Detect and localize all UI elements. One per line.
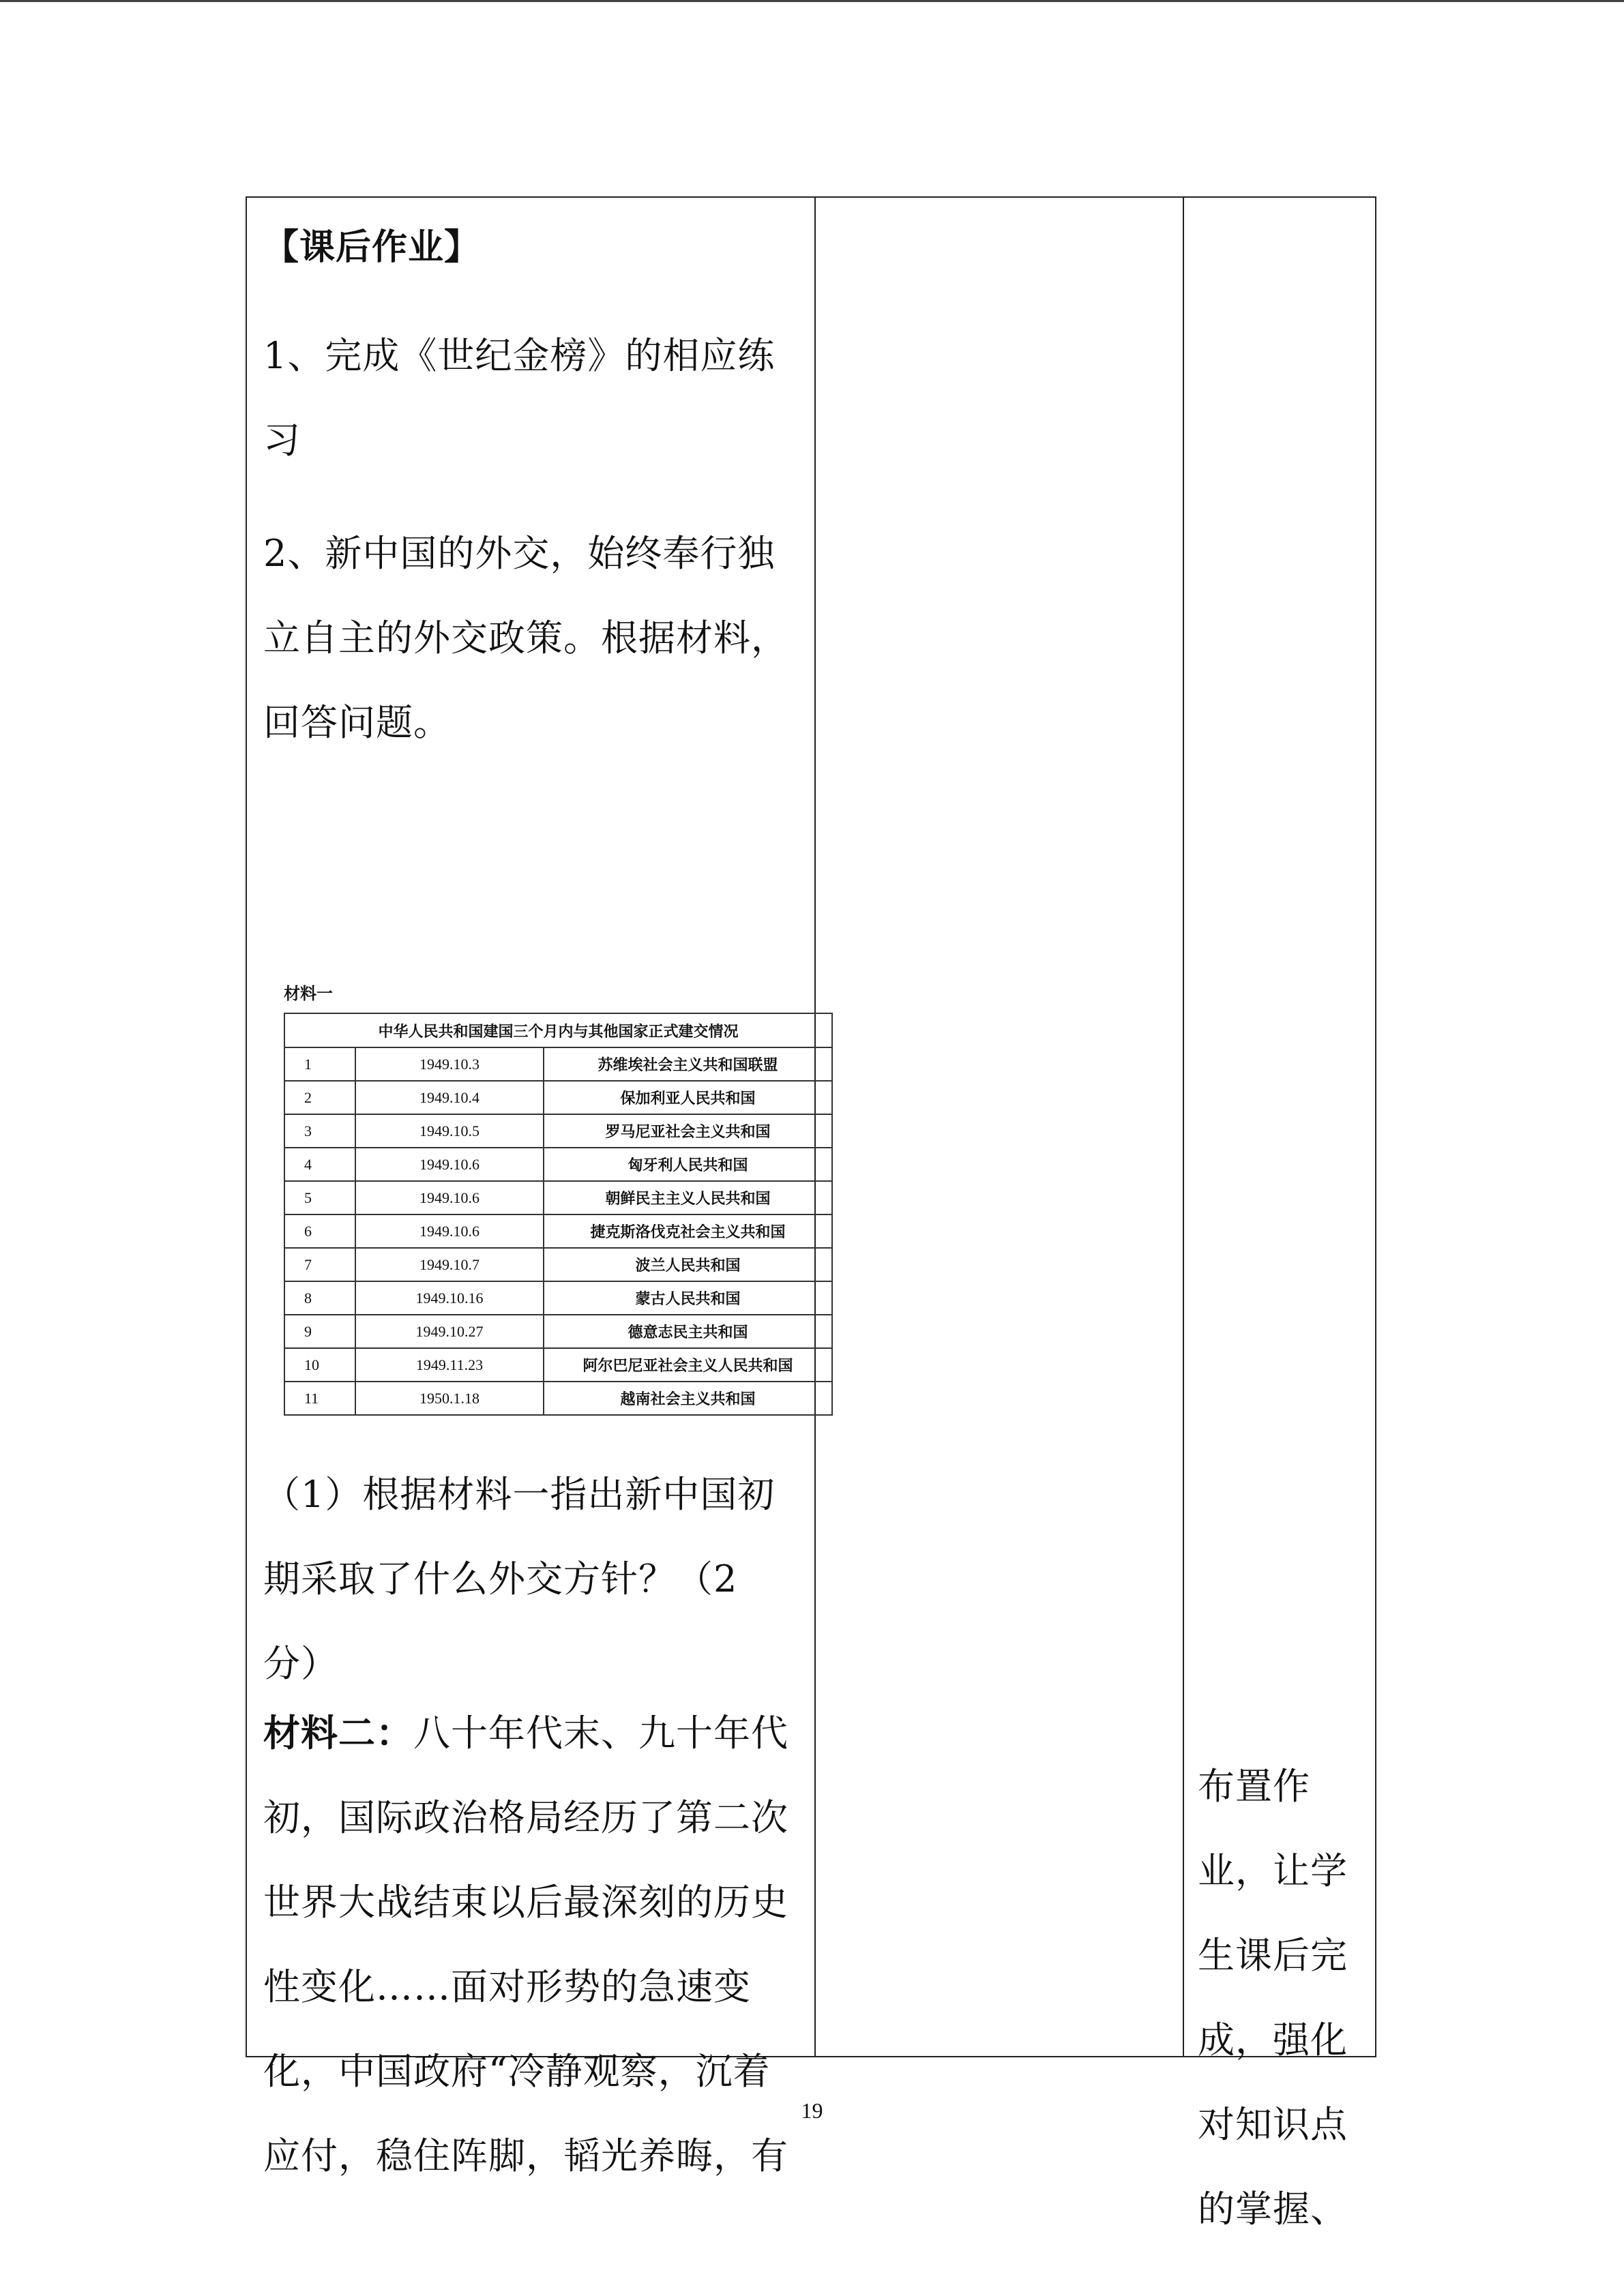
text-line: 布置作 bbox=[1198, 1765, 1310, 1808]
text-line bbox=[263, 1691, 802, 1776]
text-line: 对知识点 bbox=[1198, 2103, 1348, 2146]
text-line: 生课后完 bbox=[1198, 1934, 1348, 1977]
text-line: 1、完成《世纪金榜》的相应练 bbox=[263, 334, 776, 377]
row-number: 4 bbox=[284, 1148, 355, 1181]
row-number: 6 bbox=[284, 1214, 355, 1248]
page-number: 19 bbox=[801, 2098, 823, 2123]
diplomatic-relations-table bbox=[284, 1013, 833, 1416]
row-date: 1949.10.7 bbox=[355, 1248, 544, 1281]
row-number: 8 bbox=[284, 1281, 355, 1315]
row-number: 10 bbox=[284, 1348, 355, 1382]
row-date: 1949.10.3 bbox=[355, 1047, 544, 1081]
table-row bbox=[284, 1348, 832, 1382]
text-line: 化，中国政府“冷静观察，沉着 bbox=[263, 2050, 771, 2093]
page-top-border bbox=[0, 0, 1624, 2]
text-line: 的掌握、 bbox=[1198, 2188, 1348, 2231]
table-row bbox=[284, 1114, 832, 1148]
table-row bbox=[284, 1148, 832, 1181]
text-line: 世界大战结束以后最深刻的历史 bbox=[263, 1881, 788, 1924]
row-date: 1949.10.5 bbox=[355, 1114, 544, 1148]
row-country: 波兰人民共和国 bbox=[544, 1248, 832, 1281]
column-divider-2 bbox=[1183, 198, 1184, 2056]
table-row bbox=[284, 1047, 832, 1081]
homework-item-2 bbox=[263, 511, 802, 765]
table-row bbox=[284, 1181, 832, 1214]
row-number: 1 bbox=[284, 1047, 355, 1081]
row-date: 1949.10.16 bbox=[355, 1281, 544, 1315]
row-number: 2 bbox=[284, 1081, 355, 1114]
row-number: 9 bbox=[284, 1315, 355, 1348]
text-line: 成，强化 bbox=[1198, 2018, 1348, 2061]
table-row bbox=[284, 1315, 832, 1348]
row-date: 1949.10.6 bbox=[355, 1214, 544, 1248]
row-country: 阿尔巴尼亚社会主义人民共和国 bbox=[544, 1348, 832, 1382]
text-line: 分） bbox=[263, 1642, 338, 1685]
row-number: 7 bbox=[284, 1248, 355, 1281]
table-row bbox=[284, 1281, 832, 1315]
homework-item-1 bbox=[263, 314, 802, 483]
table-row bbox=[284, 1248, 832, 1281]
row-country: 蒙古人民共和国 bbox=[544, 1281, 832, 1315]
lesson-table bbox=[246, 196, 1376, 2231]
row-country: 越南社会主义共和国 bbox=[544, 1382, 832, 1415]
row-date: 1949.10.27 bbox=[355, 1315, 544, 1348]
row-date: 1950.1.18 bbox=[355, 1382, 544, 1415]
homework-heading: 【课后作业】 bbox=[263, 227, 481, 268]
row-number: 3 bbox=[284, 1114, 355, 1148]
material-1-label: 材料一 bbox=[284, 984, 333, 1003]
row-date: 1949.11.23 bbox=[355, 1348, 544, 1382]
row-number: 5 bbox=[284, 1181, 355, 1214]
row-country: 匈牙利人民共和国 bbox=[544, 1148, 832, 1181]
row-date: 1949.10.4 bbox=[355, 1081, 544, 1114]
question-1 bbox=[263, 1452, 802, 1706]
text-line: 业，让学 bbox=[1198, 1849, 1348, 1892]
row-country: 朝鲜民主主义人民共和国 bbox=[544, 1181, 832, 1214]
text-line: 回答问题。 bbox=[263, 701, 451, 744]
text-line: 初，国际政治格局经历了第二次 bbox=[263, 1796, 788, 1839]
table-row bbox=[284, 1214, 832, 1248]
material-2-text: 八十年代末、九十年代 bbox=[413, 1712, 788, 1755]
row-date: 1949.10.6 bbox=[355, 1181, 544, 1214]
text-line: 2、新中国的外交，始终奉行独 bbox=[263, 532, 776, 575]
text-line: 立自主的外交政策。根据材料， bbox=[263, 616, 788, 659]
text-line: 期采取了什么外交方针？（2 bbox=[263, 1557, 738, 1600]
row-date: 1949.10.6 bbox=[355, 1148, 544, 1181]
table-row bbox=[284, 1081, 832, 1114]
row-country: 德意志民主共和国 bbox=[544, 1315, 832, 1348]
teaching-intent bbox=[1198, 1744, 1368, 2252]
row-country: 保加利亚人民共和国 bbox=[544, 1081, 832, 1114]
row-number: 11 bbox=[284, 1382, 355, 1415]
table-title: 中华人民共和国建国三个月内与其他国家正式建交情况 bbox=[284, 1013, 832, 1047]
material-2-label: 材料二： bbox=[263, 1712, 413, 1755]
text-line: （1）根据材料一指出新中国初 bbox=[263, 1473, 776, 1516]
row-country: 捷克斯洛伐克社会主义共和国 bbox=[544, 1214, 832, 1248]
text-line: 习 bbox=[263, 419, 301, 462]
row-country: 苏维埃社会主义共和国联盟 bbox=[544, 1047, 832, 1081]
row-country: 罗马尼亚社会主义共和国 bbox=[544, 1114, 832, 1148]
text-line: 应付，稳住阵脚，韬光养晦，有 bbox=[263, 2134, 788, 2177]
table-row bbox=[284, 1382, 832, 1415]
text-line: 性变化……面对形势的急速变 bbox=[263, 1965, 751, 2008]
